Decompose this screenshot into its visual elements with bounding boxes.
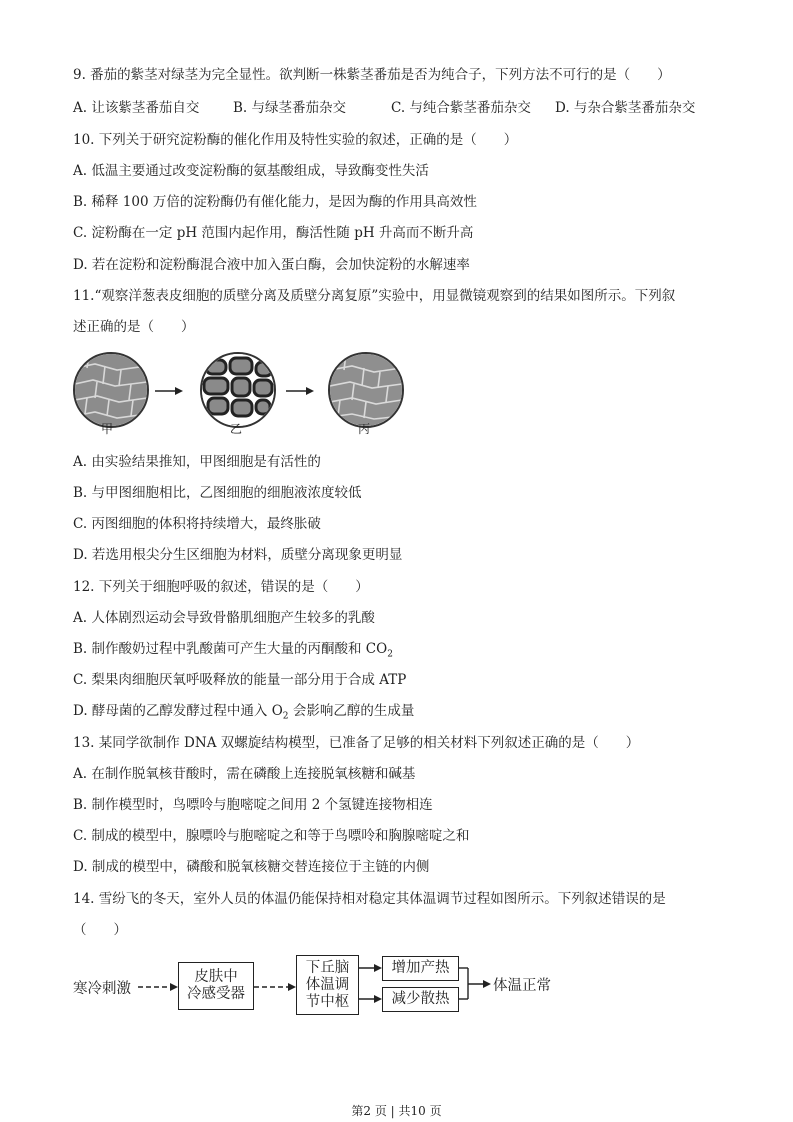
label-jia: 甲 xyxy=(101,422,114,436)
q11-option-d: D. 若选用根尖分生区细胞为材料，质壁分离现象更明显 xyxy=(73,547,403,563)
q13-stem: 13. 某同学欲制作 DNA 双螺旋结构模型，已准备了足够的相关材料下列叙述正确的是（ ） xyxy=(73,735,640,751)
q10-option-c: C. 淀粉酶在一定 pH 范围内起作用，酶活性随 pH 升高而不断升高 xyxy=(73,225,474,241)
q10-option-d: D. 若在淀粉和淀粉酶混合液中加入蛋白酶，会加快淀粉的水解速率 xyxy=(73,257,470,273)
label-bing: 丙 xyxy=(358,422,371,436)
q12-option-a: A. 人体剧烈运动会导致骨骼肌细胞产生较多的乳酸 xyxy=(73,610,375,626)
receptor-line2: 冷感受器 xyxy=(187,986,245,1002)
q9-option-a: A. 让该紫茎番茄自交 xyxy=(73,100,200,116)
page-footer: 第2 页 | 共10 页 xyxy=(351,1104,442,1118)
q9-option-b: B. 与绿茎番茄杂交 xyxy=(233,100,347,116)
heat-production-label: 增加产热 xyxy=(391,960,450,976)
heat-production-box xyxy=(382,956,459,981)
q11-stem-line1: 11.“观察洋葱表皮细胞的质壁分离及质壁分离复原”实验中，用显微镜观察到的结果如图所示。下列叙 xyxy=(73,288,676,304)
q9-option-d: D. 与杂合紫茎番茄杂交 xyxy=(555,100,696,116)
hypothalamus-box xyxy=(296,955,359,1015)
q12-option-d-tail: 会影响乙醇的生成量 xyxy=(288,703,415,719)
q13-option-d: D. 制成的模型中，磷酸和脱氧核糖交替连接位于主链的内侧 xyxy=(73,859,430,875)
q10-stem: 10. 下列关于研究淀粉酶的催化作用及特性实验的叙述，正确的是（ ） xyxy=(73,132,518,148)
receptor-line1: 皮肤中 xyxy=(194,969,238,985)
result-label: 体温正常 xyxy=(493,978,551,994)
q14-stem-line1: 14. 雪纷飞的冬天，室外人员的体温仍能保持相对稳定其体温调节过程如图所示。下列叙述错误的是 xyxy=(73,891,666,907)
q11-stem-line2: 述正确的是（ ） xyxy=(73,319,195,335)
center-line1: 下丘脑 xyxy=(305,959,350,976)
q9-stem: 9. 番茄的紫茎对绿茎为完全显性。欲判断一株紫茎番茄是否为纯合子，下列方法不可行的是（ ） xyxy=(73,67,671,83)
q12-option-b-sub: 2 xyxy=(387,649,393,660)
q12-option-d-text: D. 酵母菌的乙醇发酵过程中通入 O xyxy=(73,703,283,719)
q14-stem-line2: （ ） xyxy=(73,922,127,938)
center-line2: 体温调 xyxy=(305,976,350,993)
q13-option-a: A. 在制作脱氧核苷酸时，需在磷酸上连接脱氧核糖和碱基 xyxy=(73,766,416,782)
center-line3: 节中枢 xyxy=(305,993,350,1010)
receptor-box xyxy=(178,962,254,1010)
stimulus-label: 寒冷刺激 xyxy=(73,981,131,997)
q13-option-c: C. 制成的模型中，腺嘌呤与胞嘧啶之和等于鸟嘌呤和胸腺嘧啶之和 xyxy=(73,828,470,844)
q10-option-b: B. 稀释 100 万倍的淀粉酶仍有催化能力，是因为酶的作用具高效性 xyxy=(73,194,477,210)
q10-option-a: A. 低温主要通过改变淀粉酶的氨基酸组成，导致酶变性失活 xyxy=(73,163,429,179)
q11-option-c: C. 丙图细胞的体积将持续增大，最终胀破 xyxy=(73,516,321,532)
q12-option-b-text: B. 制作酸奶过程中乳酸菌可产生大量的丙酮酸和 CO xyxy=(73,641,388,657)
q12-option-d-sub: 2 xyxy=(282,711,289,722)
heat-loss-label: 减少散热 xyxy=(391,991,450,1007)
q12-option-c: C. 梨果肉细胞厌氧呼吸释放的能量一部分用于合成 ATP xyxy=(73,672,407,688)
heat-loss-box xyxy=(382,987,459,1012)
q12-stem: 12. 下列关于细胞呼吸的叙述，错误的是（ ） xyxy=(73,579,369,595)
q9-option-c: C. 与纯合紫茎番茄杂交 xyxy=(391,100,531,116)
q11-option-b: B. 与甲图细胞相比，乙图细胞的细胞液浓度较低 xyxy=(73,485,362,501)
q13-option-b: B. 制作模型时，鸟嘌呤与胞嘧啶之间用 2 个氢键连接物相连 xyxy=(73,797,433,813)
label-yi: 乙 xyxy=(230,422,243,436)
q11-option-a: A. 由实验结果推知，甲图细胞是有活性的 xyxy=(73,454,321,470)
